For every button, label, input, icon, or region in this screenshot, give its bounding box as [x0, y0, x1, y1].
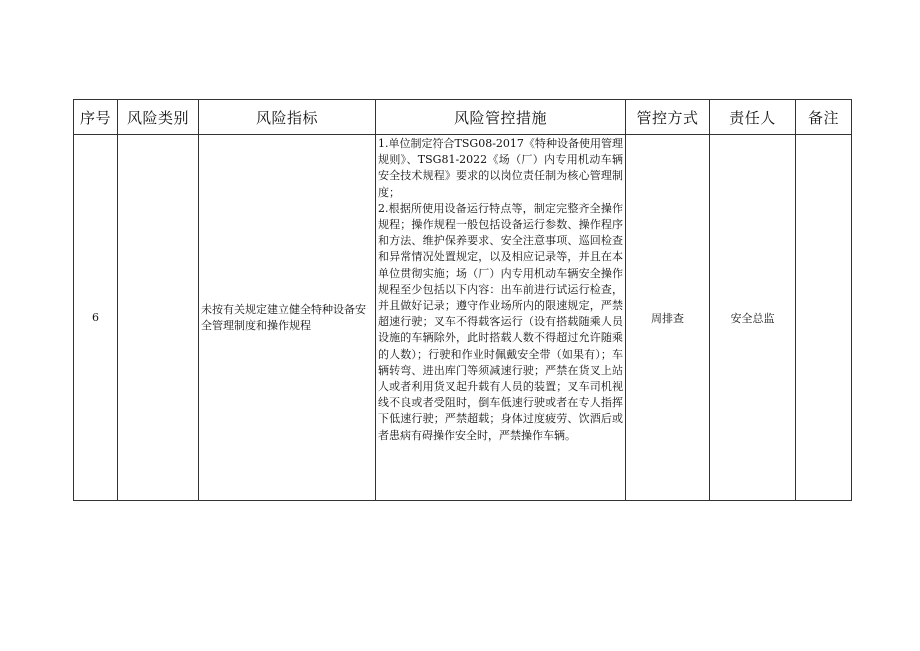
risk-control-table: [73, 99, 852, 501]
header-remark: 备注: [796, 100, 852, 135]
cell-method: 周排查: [626, 135, 710, 501]
header-measures: 风险管控措施: [376, 100, 626, 135]
header-indicator: 风险指标: [199, 100, 376, 135]
measure-item-1: 1.单位制定符合TSG08-2017《特种设备使用管理规则》、TSG81-2022《场（厂）内专用机动车辆安全技术规程》要求的以岗位责任制为核心管理制度；: [378, 137, 623, 199]
header-responsible: 责任人: [710, 100, 796, 135]
table-row: [74, 135, 852, 501]
cell-no: 6: [74, 135, 118, 501]
cell-indicator: 未按有关规定建立健全特种设备安全管理制度和操作规程: [199, 135, 376, 501]
table-header-row: [74, 100, 852, 135]
cell-remark: [796, 135, 852, 501]
header-method: 管控方式: [626, 100, 710, 135]
cell-category: [118, 135, 199, 501]
measure-item-2: 2.根据所使用设备运行特点等，制定完整齐全操作规程；操作规程一般包括设备运行参数、操作程序和方法、维护保养要求、安全注意事项、巡回检查和异常情况处置规定，以及相应记录等，并且在本单位贯彻实施；场（厂）内专用机动车辆安全操作规程至少包括以下内容：出车前进行试运行检查，并且做好记录；遵守作业场所内的限速规定，严禁超速行驶；叉车不得载客运行（设有搭载随乘人员设施的车辆除外，此时搭载人数不得超过允许随乘的人数）；行驶和作业时佩戴安全带（如果有）；车辆转弯、进出库门等须减速行驶；严禁在货叉上站人或者利用货叉起升载有人员的装置；叉车司机视线不良或者受阻时，倒车低速行驶或者在专人指挥下低速行驶；严禁超载；身体过度疲劳、饮酒后或者患病有碍操作安全时，严禁操作车辆。: [378, 201, 623, 442]
cell-measures: [376, 135, 626, 501]
header-no: 序号: [74, 100, 118, 135]
header-category: 风险类别: [118, 100, 199, 135]
cell-responsible: 安全总监: [710, 135, 796, 501]
